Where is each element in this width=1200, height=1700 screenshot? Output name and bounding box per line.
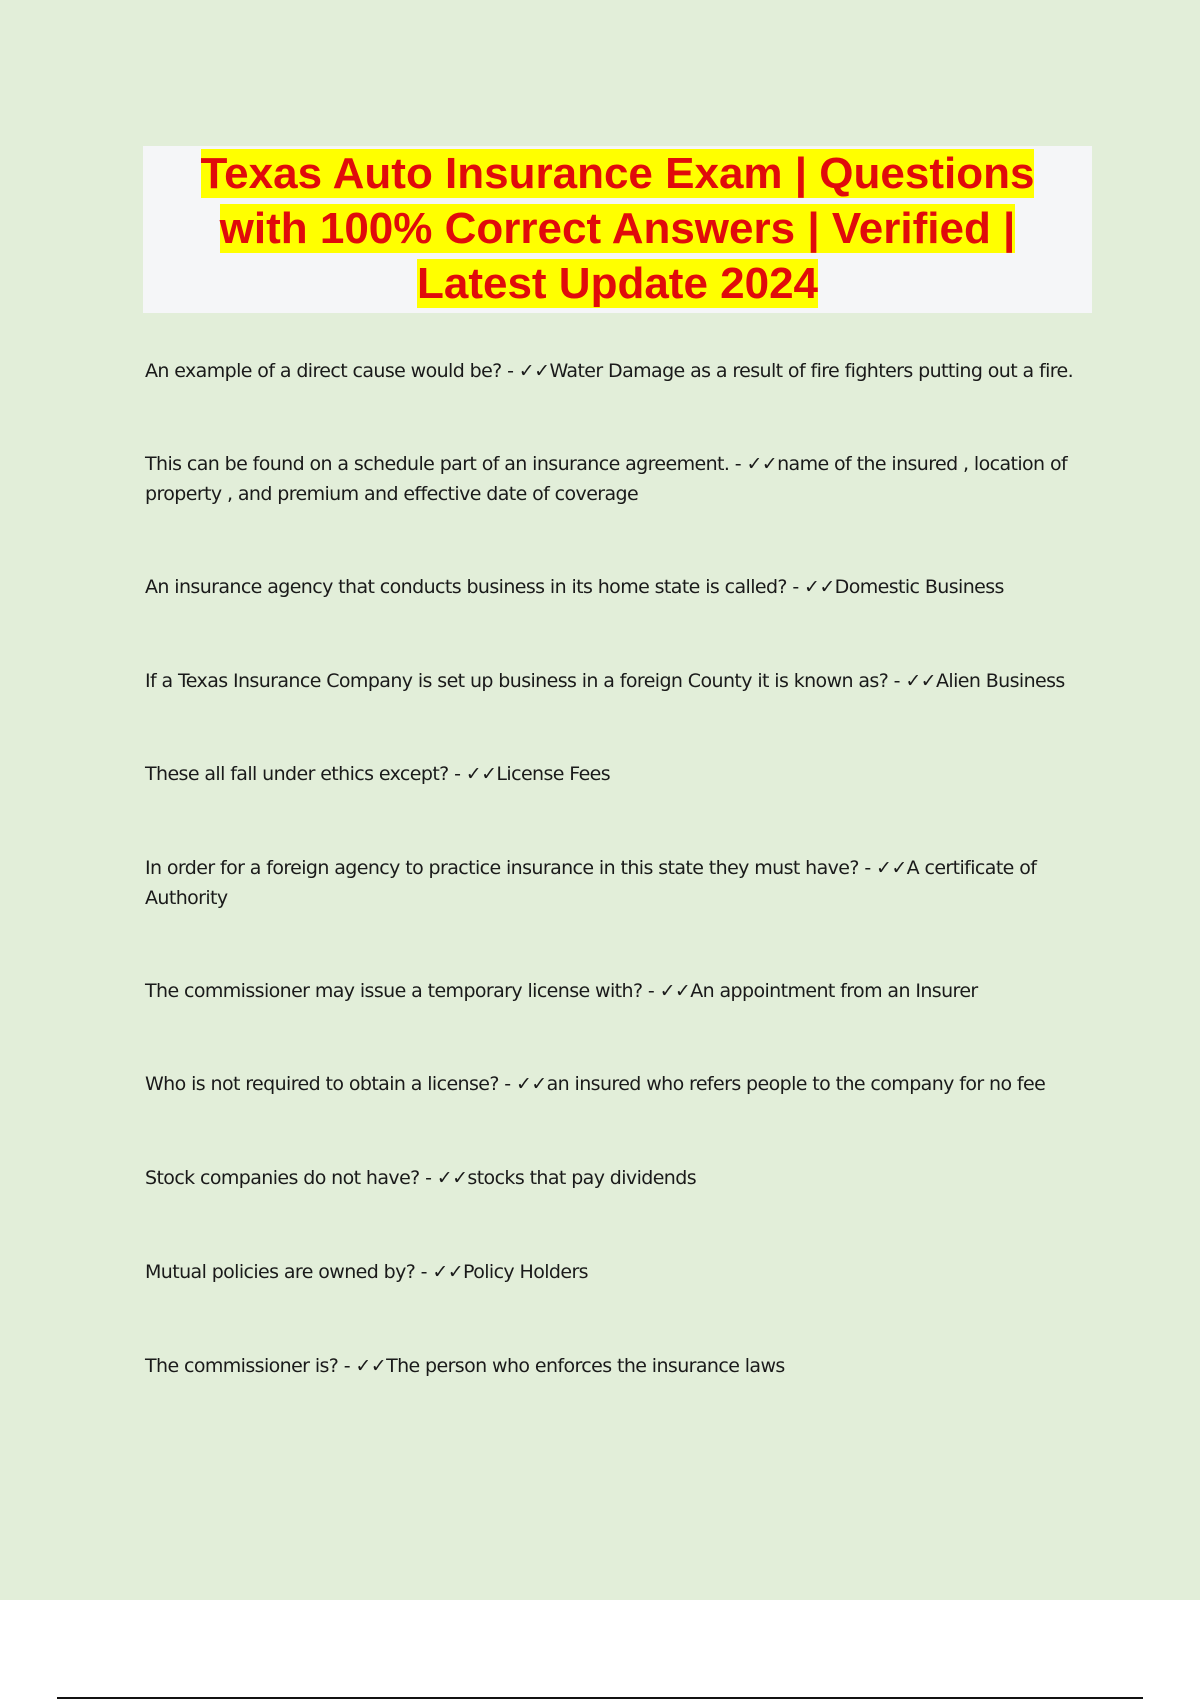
qa-item: The commissioner is? - ✓✓The person who enforces the insurance laws (145, 1355, 785, 1377)
qa-item: An example of a direct cause would be? - ✓✓Water Damage as a result of fire fighters putting out a fire. (145, 360, 1074, 382)
qa-item: This can be found on a schedule part of an insurance agreement. - ✓✓name of the insured , location of property , and premium and effective date of coverage (145, 453, 1068, 505)
qa-item: The commissioner may issue a temporary license with? - ✓✓An appointment from an Insurer (145, 980, 978, 1002)
qa-item: These all fall under ethics except? - ✓✓License Fees (145, 763, 611, 785)
document-title (143, 146, 1092, 311)
qa-item: Stock companies do not have? - ✓✓stocks that pay dividends (145, 1167, 696, 1189)
qa-item: If a Texas Insurance Company is set up business in a foreign County it is known as? - ✓✓Alien Business (145, 670, 1065, 692)
qa-item: Who is not required to obtain a license? - ✓✓an insured who refers people to the company for no fee (145, 1073, 1046, 1095)
qa-item: Mutual policies are owned by? - ✓✓Policy Holders (145, 1261, 588, 1283)
title-line-2: with 100% Correct Answers | Verified | (219, 204, 1016, 253)
qa-list (145, 356, 1090, 1391)
title-line-3: Latest Update 2024 (416, 259, 819, 308)
qa-item: An insurance agency that conducts business in its home state is called? - ✓✓Domestic Business (145, 576, 1004, 598)
qa-item: In order for a foreign agency to practice insurance in this state they must have? - ✓✓A certificate of Authority (145, 857, 1037, 909)
title-line-1: Texas Auto Insurance Exam | Questions (200, 149, 1035, 198)
footer-divider (57, 1697, 1143, 1699)
title-box (143, 146, 1092, 313)
